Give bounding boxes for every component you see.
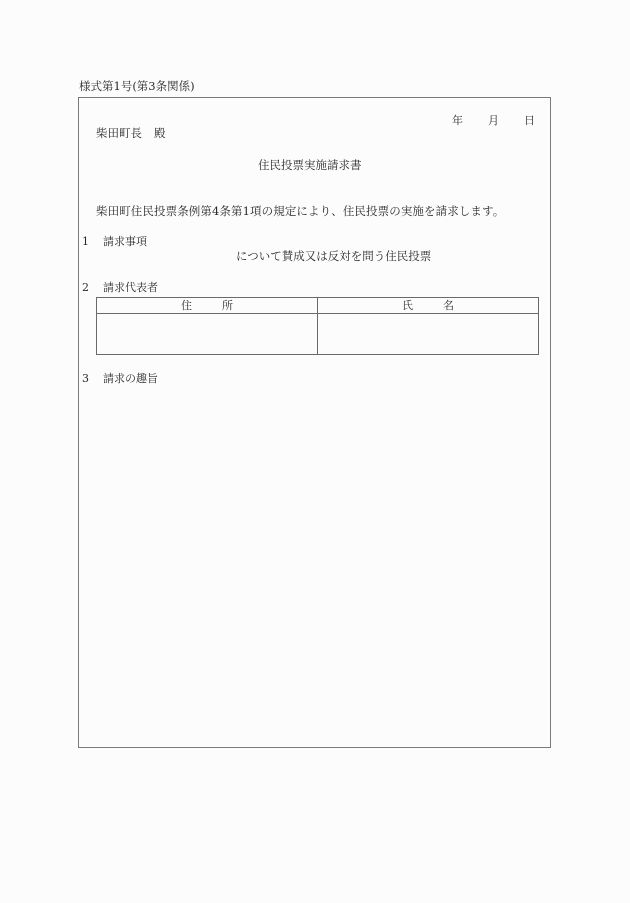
- date-day-label: 日: [524, 114, 535, 127]
- section-number: 3: [82, 372, 89, 385]
- table-header-row: [97, 298, 539, 314]
- section-number: 2: [82, 281, 89, 294]
- request-statement: 柴田町住民投票条例第4条第1項の規定により、住民投票の実施を請求します。: [96, 204, 505, 218]
- address-cell[interactable]: [97, 314, 318, 355]
- form-number-label: 様式第1号(第3条関係): [79, 79, 195, 93]
- section-title: 請求の趣旨: [103, 372, 158, 385]
- addressee-honorific: 殿: [154, 126, 166, 140]
- column-header-address: [97, 298, 318, 314]
- addressee: [96, 128, 166, 140]
- table-row: [97, 314, 539, 355]
- section-3-heading: [82, 373, 158, 384]
- form-frame: [78, 97, 551, 748]
- name-cell[interactable]: [318, 314, 539, 355]
- section-2-heading: [82, 282, 158, 293]
- addressee-name: 柴田町長: [96, 126, 142, 140]
- date-year-label: 年: [452, 114, 463, 127]
- section-1-heading: [82, 236, 147, 247]
- header-char: 住: [181, 299, 192, 312]
- header-char: 所: [222, 299, 233, 312]
- column-header-name: [318, 298, 539, 314]
- request-matter-text: について賛成又は反対を問う住民投票: [236, 249, 432, 263]
- header-char: 名: [443, 299, 454, 312]
- section-number: 1: [82, 235, 89, 248]
- date-month-label: 月: [488, 114, 499, 127]
- section-title: 請求事項: [103, 235, 147, 248]
- section-title: 請求代表者: [103, 281, 158, 294]
- header-char: 氏: [402, 299, 413, 312]
- document-title: 住民投票実施請求書: [258, 158, 362, 172]
- representative-table: [96, 297, 539, 355]
